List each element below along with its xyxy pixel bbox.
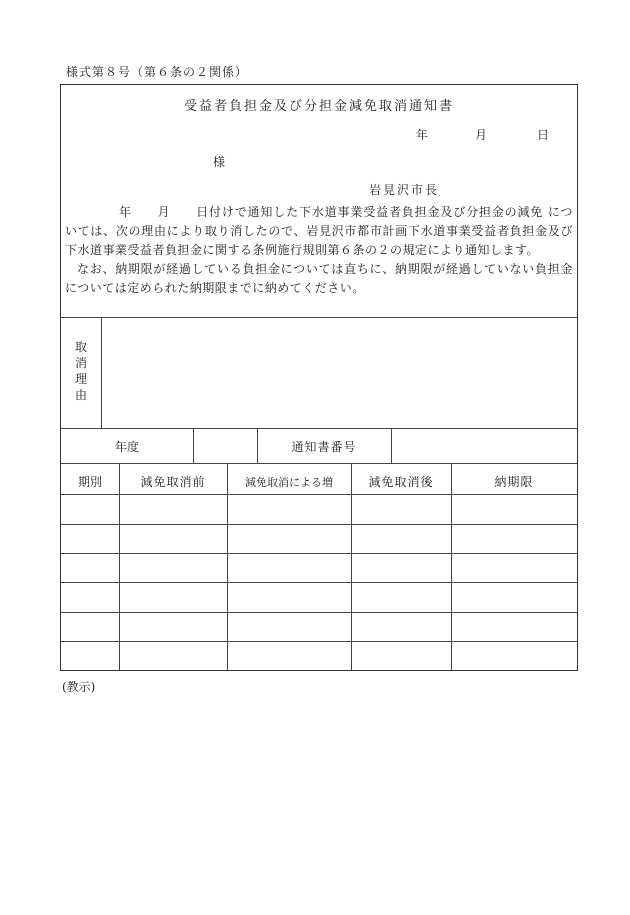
table-header-before: 減免取消前 (140, 475, 206, 489)
date-month-label: 月 (475, 128, 488, 142)
cancellation-reason-label: 取消理由 (74, 340, 87, 402)
divider (119, 463, 120, 670)
document-title: 受益者負担金及び分担金減免取消通知書 (183, 99, 454, 114)
table-header-due-date: 納期限 (494, 475, 534, 489)
divider (61, 524, 577, 525)
notice-number-label: 通知書番号 (291, 440, 357, 454)
date-day-label: 日 (537, 128, 550, 142)
divider (61, 582, 577, 583)
form-number: 様式第８号（第６条の２関係） (66, 65, 249, 79)
divider (351, 463, 352, 670)
divider (61, 641, 577, 642)
addressee-suffix: 様 (213, 155, 226, 169)
table-header-period: 期別 (77, 475, 102, 489)
cancellation-reason-field[interactable] (102, 318, 577, 428)
table-header-increase: 減免取消による増 (245, 476, 333, 489)
divider (227, 463, 228, 670)
notice-number-field[interactable] (392, 429, 577, 463)
divider (61, 553, 577, 554)
fiscal-year-field[interactable] (194, 429, 256, 463)
issuer-name: 岩見沢市長 (369, 183, 440, 197)
divider (61, 463, 577, 464)
divider (61, 494, 577, 495)
divider (61, 612, 577, 613)
date-year-label: 年 (416, 128, 429, 142)
notice-form (60, 84, 578, 671)
divider (451, 463, 452, 670)
notice-body (65, 203, 573, 298)
table-header-after: 減免取消後 (368, 475, 434, 489)
instruction-note: (教示) (62, 680, 96, 694)
fiscal-year-label: 年度 (114, 440, 139, 454)
body-paragraph-2: なお、納期限が経過している負担金については直ちに、納期限が経過していない負担金については定められた納期限までに納めてください。 (65, 262, 573, 295)
body-paragraph-1: 年 月 日付けで通知した下水道事業受益者負担金及び分担金の減免 については、次の理由により取り消したので、岩見沢市都市計画下水道事業受益者負担金及び下水道事業受益者負担金に関する条例施行規則第６条の２の規定により通知します。 (65, 205, 573, 257)
